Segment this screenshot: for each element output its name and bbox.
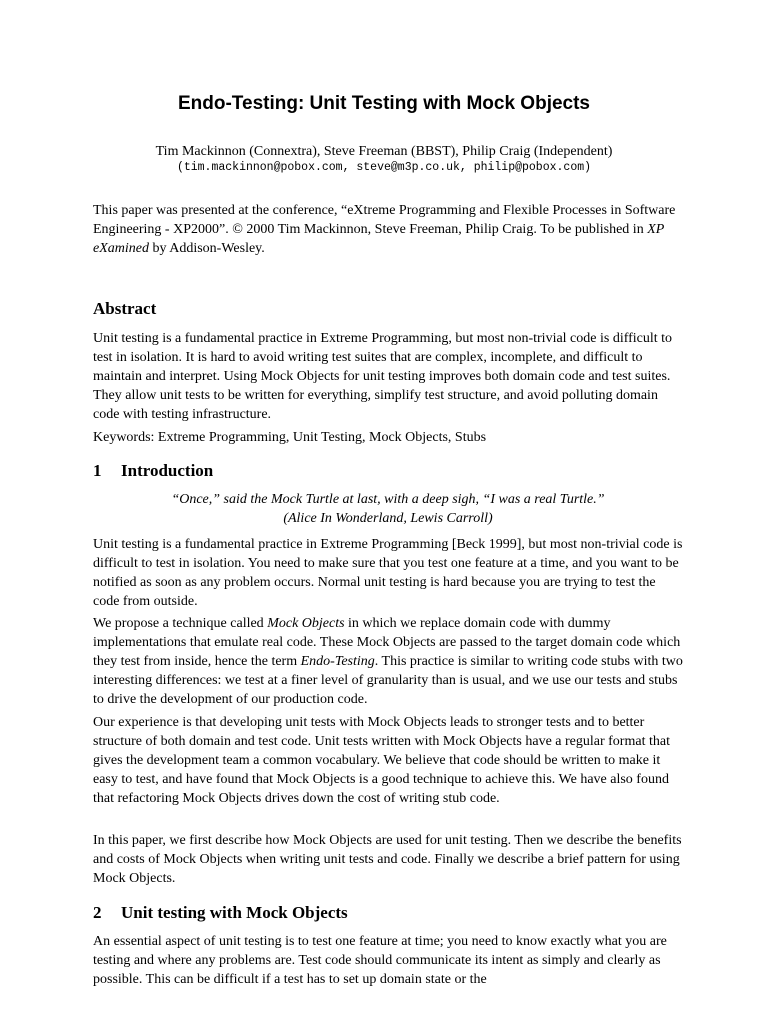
conference-text-end: by Addison-Wesley. xyxy=(148,241,265,256)
epigraph-source: (Alice In Wonderland, Lewis Carroll) xyxy=(283,511,493,526)
keywords: Keywords: Extreme Programming, Unit Testing, Mock Objects, Stubs xyxy=(93,430,487,445)
intro-paragraph-1: Unit testing is a fundamental practice in Extreme Programming [Beck 1999], but most non-trivial code is difficult to test in isolation. You need to make sure that you test one feature at a time, and you want to be notified as soon as any problem occurs. Normal unit testing is hard because you are trying to test the code from outside. xyxy=(93,537,683,609)
author-list: Tim Mackinnon (Connextra), Steve Freeman (BBST), Philip Craig (Independent) xyxy=(155,144,613,159)
intro-text: We propose a technique called xyxy=(93,616,268,631)
section-title: Unit testing with Mock Objects xyxy=(121,903,348,922)
intro-paragraph-4: In this paper, we first describe how Mock Objects are used for unit testing. Then we describe the benefits and costs of Mock Objects when writing unit tests and code. Finally we describe a brief pattern for using Mock Objects. xyxy=(93,833,682,886)
epigraph-quote: “Once,” said the Mock Turtle at last, with a deep sigh, “I was a real Turtle.” xyxy=(171,492,605,507)
section-number: 2 xyxy=(93,903,102,922)
book-title: XP eXamined xyxy=(93,222,665,256)
intro-paragraph-3: Our experience is that developing unit tests with Mock Objects leads to stronger tests and to better structure of both domain and test code. Unit tests written with Mock Objects have a regular format that gives the development team a common vocabulary. We believe that code should be written to make it easy to test, and have found that Mock Objects is a good technique to achieve this. We have also found that refactoring Mock Objects drives down the cost of writing stub code. xyxy=(93,715,670,806)
abstract-heading: Abstract xyxy=(93,299,157,318)
abstract-body: Unit testing is a fundamental practice in Extreme Programming, but most non-trivial code is difficult to test in isolation. It is hard to avoid writing test suites that are complex, incomplete, and difficult to maintain and interpret. Using Mock Objects for unit testing improves both domain code and test suites. They allow unit tests to be written for everything, simplify test structure, and avoid polluting domain code with testing infrastructure. xyxy=(93,331,673,422)
section-2-paragraph-1: An essential aspect of unit testing is to test one feature at time; you need to know exactly what you are testing and where any problems are. Test code should communicate its intent as simply and clearly as possible. This can be difficult if a test has to set up domain state or the xyxy=(93,934,667,987)
section-number: 1 xyxy=(93,461,102,480)
section-1-heading xyxy=(93,460,683,482)
term-endo-testing: Endo-Testing xyxy=(300,654,375,669)
conference-note xyxy=(93,201,683,258)
section-2-heading xyxy=(93,902,683,924)
intro-text: . This practice is similar to writing code stubs with two interesting differences: we test at a finer level of granularity than is usual, and we use our tests and stubs to drive the development of our production code. xyxy=(93,654,683,707)
intro-text: in which we replace domain code with dummy implementations that emulate real code. These Mock Objects are passed to the target domain code which they test from inside, hence the term xyxy=(93,616,681,669)
conference-text: This paper was presented at the conference, “eXtreme Programming and Flexible Processes in Software Engineering - XP2000”. © 2000 Tim Mackinnon, Steve Freeman, Philip Craig. To be published in xyxy=(93,203,676,237)
paper-title: Endo-Testing: Unit Testing with Mock Objects xyxy=(177,93,591,114)
author-emails: (tim.mackinnon@pobox.com, steve@m3p.co.uk, philip@pobox.com) xyxy=(176,161,592,174)
section-title: Introduction xyxy=(121,461,214,480)
term-mock-objects: Mock Objects xyxy=(267,616,345,631)
intro-paragraph-2 xyxy=(93,614,683,709)
